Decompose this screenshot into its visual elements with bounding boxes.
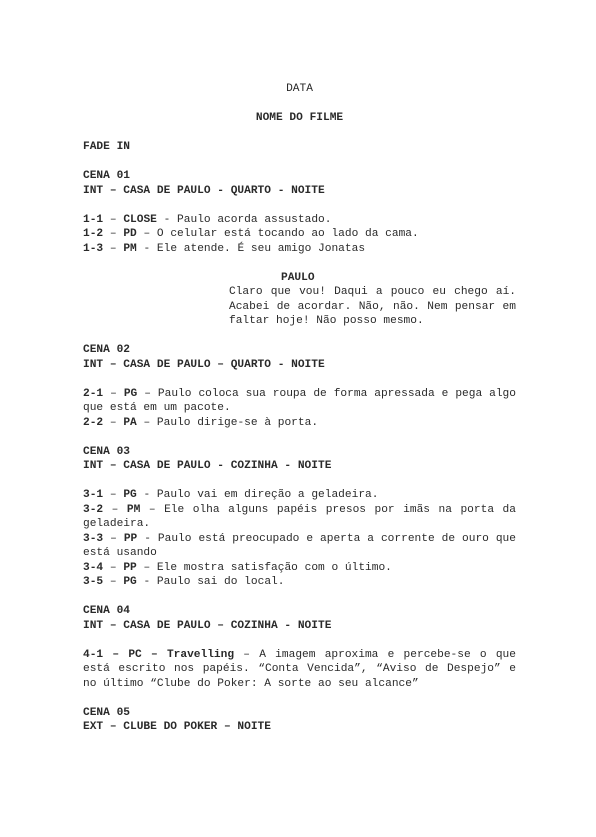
- scene-number: CENA 02: [83, 344, 130, 356]
- shot-type: PC: [128, 648, 142, 661]
- scene-slugline: INT – CASA DE PAULO - COZINHA - NOITE: [83, 460, 332, 472]
- shot-movement: Travelling: [166, 648, 235, 661]
- shot-line: 3-1 – PG - Paulo vai em direção a geladeira.: [83, 489, 379, 501]
- shot-code: 1-3: [83, 242, 104, 255]
- shot-line: 4-1 – PC – Travelling – A imagem aproxima e percebe-se o que está escrito nos papéis. “Conta Vencida”, “Aviso de Despejo” e no último “Clube do Poker: A sorte ao seu alcance”: [83, 648, 516, 690]
- film-title: NOME DO FILME: [255, 112, 344, 124]
- shot-code: 3-3: [83, 532, 104, 545]
- fade-in: FADE IN: [83, 141, 130, 153]
- scene-slugline: INT – CASA DE PAULO – COZINHA - NOITE: [83, 619, 332, 632]
- shot-line: 2-1 – PG – Paulo coloca sua roupa de forma apressada e pega algo que está em um pacote.: [83, 387, 516, 414]
- shot-description: Ele atende. É seu amigo Jonatas: [156, 242, 366, 255]
- shot-description: Paulo coloca sua roupa de forma apressada e pega algo que está em um pacote.: [83, 387, 516, 414]
- shot-line: 3-4 – PP – Ele mostra satisfação com o último.: [83, 561, 392, 574]
- scene-slugline: EXT – CLUBE DO POKER – NOITE: [83, 721, 271, 733]
- shot-description: Ele olha alguns papéis presos por imãs na porta da geladeira.: [83, 503, 516, 530]
- shot-type: CLOSE: [123, 213, 157, 226]
- scene-slugline: INT – CASA DE PAULO – QUARTO - NOITE: [83, 358, 325, 371]
- shot-line: 1-3 – PM - Ele atende. É seu amigo Jonatas: [83, 242, 366, 255]
- shot-type: PP: [123, 561, 137, 574]
- scene-number: CENA 04: [83, 605, 130, 617]
- shot-code: 2-1: [83, 387, 104, 400]
- shot-code: 1-2: [83, 228, 104, 240]
- date-label: DATA: [286, 83, 313, 95]
- shot-type: PM: [123, 242, 137, 255]
- shot-description: Paulo acorda assustado.: [177, 213, 332, 226]
- shot-description: Paulo está preocupado e aperta a corrente de ouro que está usando: [83, 532, 516, 559]
- scene-number: CENA 05: [83, 706, 130, 719]
- shot-code: 2-2: [83, 416, 104, 429]
- shot-description: O celular está tocando ao lado da cama.: [156, 228, 419, 240]
- shot-line: 3-2 – PM – Ele olha alguns papéis presos por imãs na porta da geladeira.: [83, 503, 516, 530]
- dialogue-text: Claro que vou! Daqui a pouco eu chego aí. Acabei de acordar. Não, não. Nem pensar em faltar hoje! Não posso mesmo.: [229, 286, 516, 327]
- scene-slugline: INT – CASA DE PAULO - QUARTO - NOITE: [83, 184, 325, 197]
- shot-code: 3-1: [83, 489, 104, 501]
- shot-code: 3-2: [83, 503, 104, 516]
- shot-description: A imagem aproxima e percebe-se o que está escrito nos papéis. “Conta Vencida”, “Aviso de Despejo” e no último “Clube do Poker: A sorte ao seu alcance”: [83, 648, 516, 690]
- shot-line: 3-5 – PG - Paulo sai do local.: [83, 576, 285, 588]
- scene-number: CENA 01: [83, 170, 130, 182]
- shot-description: Paulo vai em direção a geladeira.: [156, 489, 379, 501]
- shot-type: PG: [123, 576, 137, 588]
- shot-line: 1-1 – CLOSE - Paulo acorda assustado.: [83, 213, 332, 226]
- shot-line: 3-3 – PP - Paulo está preocupado e aperta a corrente de ouro que está usando: [83, 532, 516, 559]
- shot-type: PM: [126, 503, 141, 516]
- shot-type: PP: [123, 532, 138, 545]
- shot-code: 3-5: [83, 576, 104, 588]
- scene-number: CENA 03: [83, 445, 130, 458]
- shot-code: 1-1: [83, 213, 104, 226]
- script-content: [83, 82, 516, 735]
- shot-line: 1-2 – PD – O celular está tocando ao lado da cama.: [83, 228, 419, 240]
- character-name: PAULO: [281, 271, 315, 284]
- shot-line: 2-2 – PA – Paulo dirige-se à porta.: [83, 416, 319, 429]
- dialogue-block: [229, 271, 516, 329]
- shot-description: Paulo sai do local.: [156, 576, 285, 588]
- shot-type: PG: [123, 489, 137, 501]
- shot-code: 3-4: [83, 561, 104, 574]
- shot-type: PD: [123, 228, 137, 240]
- shot-description: Ele mostra satisfação com o último.: [156, 561, 392, 574]
- shot-description: Paulo dirige-se à porta.: [156, 416, 319, 429]
- shot-type: PG: [123, 387, 138, 400]
- shot-code: 4-1: [83, 648, 104, 661]
- shot-type: PA: [123, 416, 137, 429]
